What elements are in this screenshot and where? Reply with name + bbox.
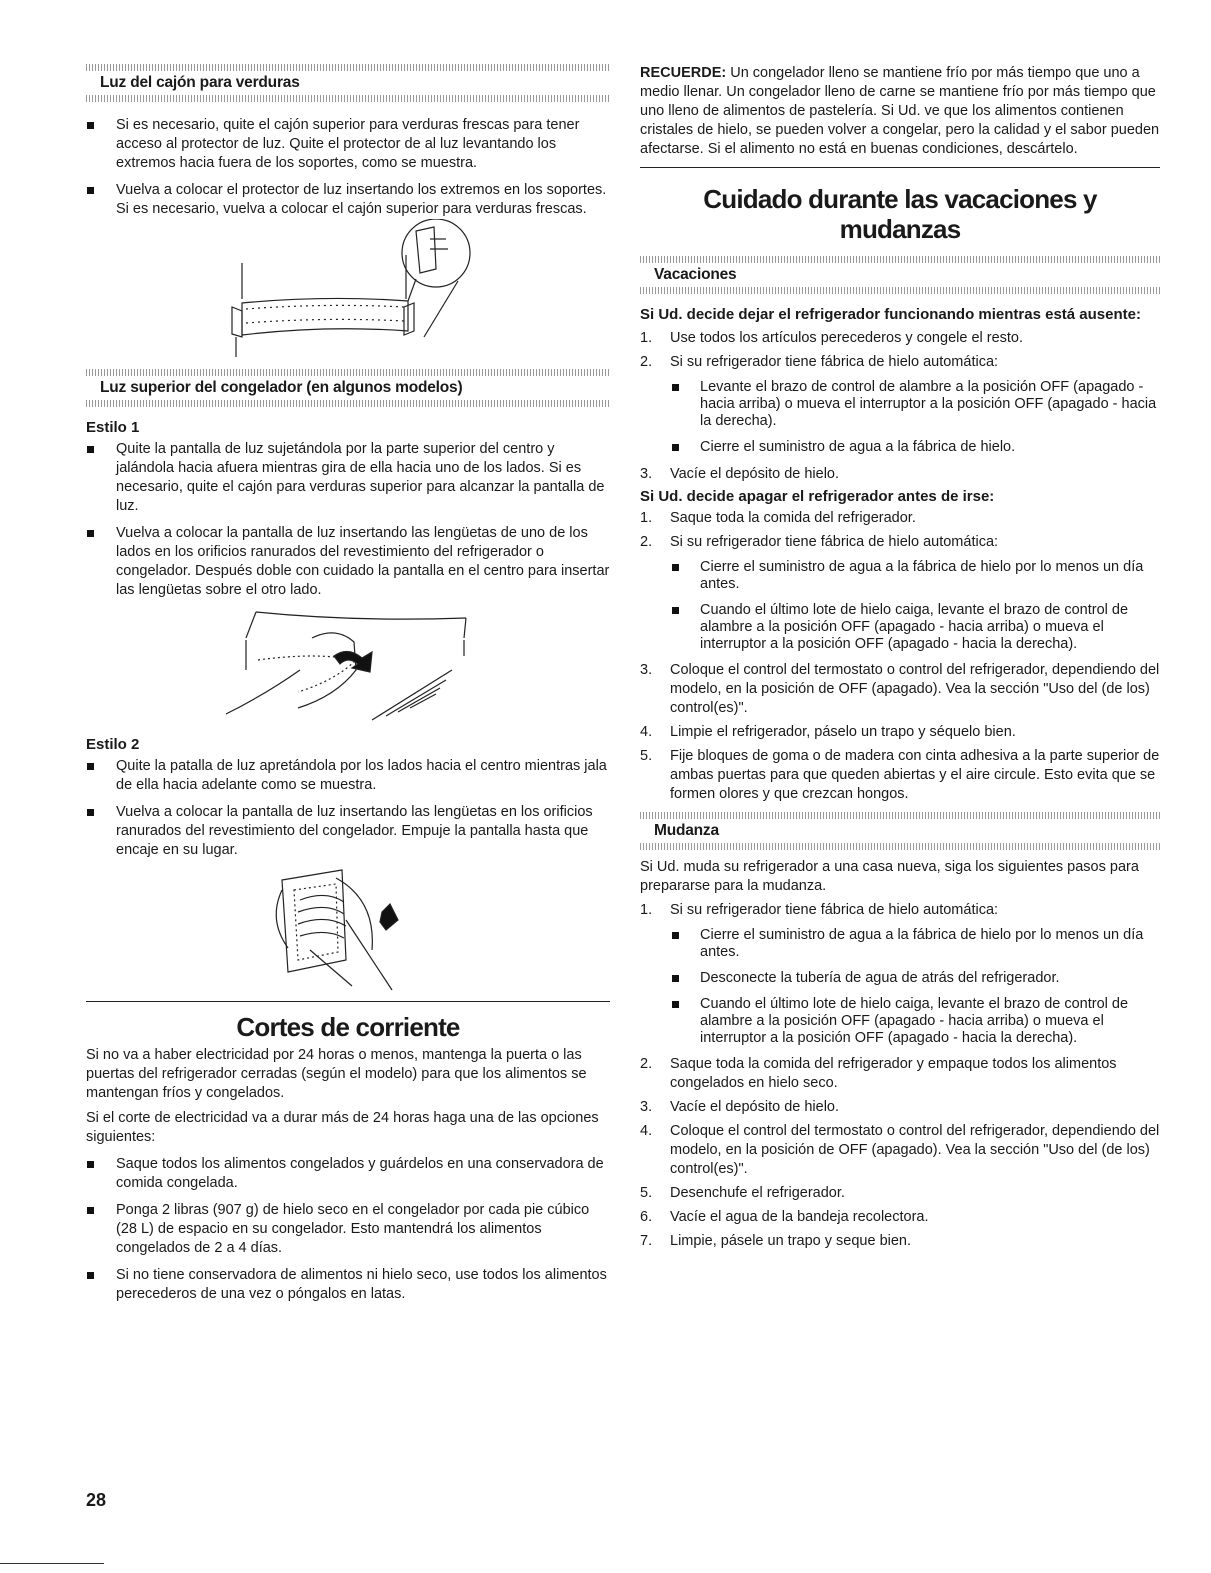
left-column xyxy=(86,64,610,1304)
numbered-item: 5. Fije bloques de goma o de madera con cinta adhesiva a la parte superior de ambas puertas para que queden abiertas y el aire circule. Esto evita que se formen olores y que crezcan hongos. xyxy=(640,748,1160,802)
dotted-rule xyxy=(86,369,610,376)
section-heading-vacation: Vacaciones xyxy=(654,266,737,283)
list-item: Vuelva a colocar el protector de luz insertando los extremos en los soportes. Si es necesario, vuelva a colocar el cajón superior para verduras frescas. xyxy=(86,181,610,219)
dotted-rule xyxy=(86,64,610,71)
item-number: 3. xyxy=(640,1099,653,1115)
style-2-label: Estilo 2 xyxy=(86,736,140,753)
numbered-item: 1. Saque toda la comida del refrigerador. xyxy=(640,510,916,526)
style-1-light-shield-illustration xyxy=(86,600,610,730)
numbered-item: 3. Coloque el control del termostato o control del refrigerador, dependiendo del modelo, en la posición de OFF (apagado). Vea la sección "Uso del (de los) control(es)". xyxy=(640,662,1160,716)
item-number: 4. xyxy=(640,724,653,740)
section-heading-freezer-light: Luz superior del congelador (en algunos modelos) xyxy=(100,379,463,396)
subheading-turn-off: Si Ud. decide apagar el refrigerador antes de irse: xyxy=(640,488,995,505)
numbered-item: 5. Desenchufe el refrigerador. xyxy=(640,1185,845,1201)
list-item: Cuando el último lote de hielo caiga, levante el brazo de control de alambre a la posición OFF (apagado - hacia arriba) o mueva el interruptor a la posición OFF (apagado - hacia la derecha). xyxy=(640,602,1160,653)
style-2-light-shield-illustration xyxy=(86,860,610,995)
right-column xyxy=(640,64,1160,1251)
crisper-light-shield-illustration xyxy=(86,219,610,359)
item-number: 2. xyxy=(640,1056,653,1072)
remember-text: Un congelador lleno se mantiene frío por más tiempo que uno a medio llenar. Un congelador lleno de carne se mantiene frío por más tiempo que uno lleno de alimentos de pastelería. Si Ud. ve que los alimentos contienen cristales de hielo, se pueden volver a congelar, pero la calidad y el sabor pueden afectarse. Si el alimento no está en buenas condiciones, descártelo. xyxy=(640,65,1160,157)
dotted-rule xyxy=(640,256,1160,263)
list-item: Saque todos los alimentos congelados y guárdelos en una conservadora de comida congelada. xyxy=(86,1155,610,1193)
section-heading-veg-light: Luz del cajón para verduras xyxy=(100,74,300,91)
dotted-rule xyxy=(640,287,1160,294)
list-item: Si no tiene conservadora de alimentos ni hielo seco, use todos los alimentos perecederos de una vez o póngalos en latas. xyxy=(86,1266,610,1304)
list-item: Ponga 2 libras (907 g) de hielo seco en el congelador por cada pie cúbico (28 L) de espacio en su congelador. Esto mantendrá los alimentos congelados de 2 a 4 días. xyxy=(86,1201,610,1258)
list-item: Si es necesario, quite el cajón superior para verduras frescas para tener acceso al protector de luz. Quite el protector de al luz levantando los extremos hacia fuera de los soportes, como se muestra. xyxy=(86,116,610,173)
list-item: Vuelva a colocar la pantalla de luz insertando las lengüetas en los orificios ranurados del revestimiento del congelador. Empuje la pantalla hasta que encaje en su lugar. xyxy=(86,803,610,860)
item-number: 5. xyxy=(640,748,653,764)
vacation-moving-title-line-2: mudanzas xyxy=(839,214,961,244)
item-number: 6. xyxy=(640,1209,653,1225)
section-heading-moving: Mudanza xyxy=(654,822,719,839)
numbered-item: 4. Coloque el control del termostato o control del refrigerador, dependiendo del modelo, en la posición de OFF (apagado). Vea la sección "Uso del (de los) control(es)". xyxy=(640,1123,1160,1177)
item-number: 1. xyxy=(640,510,653,526)
list-item: Cuando el último lote de hielo caiga, levante el brazo de control de alambre a la posición OFF (apagado - hacia arriba) o mueva el interruptor a la posición OFF (apagado - hacia la derecha). xyxy=(640,996,1160,1047)
numbered-item: 2. Si su refrigerador tiene fábrica de hielo automática: xyxy=(640,354,999,370)
footer-rule xyxy=(0,1563,104,1564)
power-outage-title: Cortes de corriente xyxy=(236,1012,460,1042)
numbered-item: 3. Vacíe el depósito de hielo. xyxy=(640,1099,840,1115)
item-number: 4. xyxy=(640,1123,653,1139)
item-number: 1. xyxy=(640,330,653,346)
remember-label: RECUERDE: xyxy=(640,65,727,81)
numbered-item: 2. Saque toda la comida del refrigerador y empaque todos los alimentos congelados en hielo seco. xyxy=(640,1056,1117,1091)
remember-paragraph xyxy=(640,64,1160,159)
list-item: Levante el brazo de control de alambre a la posición OFF (apagado - hacia arriba) o mueva el interruptor a la posición OFF (apagado - hacia la derecha). xyxy=(640,379,1160,430)
numbered-item: 6. Vacíe el agua de la bandeja recolectora. xyxy=(640,1209,929,1225)
list-item: Quite la patalla de luz apretándola por los lados hacia el centro mientras jala de ella hacia adelante como se muestra. xyxy=(86,757,610,795)
list-item: Cierre el suministro de agua a la fábrica de hielo por lo menos un día antes. xyxy=(640,559,1160,593)
item-number: 2. xyxy=(640,354,653,370)
list-item: Cierre el suministro de agua a la fábrica de hielo por lo menos un día antes. xyxy=(640,927,1160,961)
numbered-item: 2. Si su refrigerador tiene fábrica de hielo automática: xyxy=(640,534,999,550)
list-item: Quite la pantalla de luz sujetándola por la parte superior del centro y jalándola hacia afuera mientras gira de ella hacia uno de los lados. Si es necesario, quite el cajón para verduras superior para alcanzar la pantalla de luz. xyxy=(86,440,610,516)
dotted-rule xyxy=(640,812,1160,819)
list-item: Vuelva a colocar la pantalla de luz insertando las lengüetas de uno de los lados en los orificios ranurados del revestimiento del refrigerador o congelador. Después doble con cuidado la pantalla en el centro para insertar las lengüetas sobre el otro lado. xyxy=(86,524,610,600)
item-number: 7. xyxy=(640,1233,653,1249)
style-1-label: Estilo 1 xyxy=(86,419,140,436)
page-number: 28 xyxy=(86,1490,107,1510)
dotted-rule xyxy=(86,95,610,102)
paragraph: Si no va a haber electricidad por 24 horas o menos, mantenga la puerta o las puertas del refrigerador cerradas (según el modelo) para que los alimentos se mantengan fríos y congelados. xyxy=(86,1047,587,1101)
numbered-item: 7. Limpie, pásele un trapo y seque bien. xyxy=(640,1233,912,1249)
paragraph: Si el corte de electricidad va a durar más de 24 horas haga una de las opciones siguientes: xyxy=(86,1110,599,1145)
dotted-rule xyxy=(640,843,1160,850)
section-rule xyxy=(86,1001,610,1002)
subheading-running: Si Ud. decide dejar el refrigerador funcionando mientras está ausente: xyxy=(640,306,1141,323)
list-item: Desconecte la tubería de agua de atrás del refrigerador. xyxy=(640,970,1160,987)
item-number: 1. xyxy=(640,902,653,918)
numbered-item: 4. Limpie el refrigerador, páselo un trapo y séquelo bien. xyxy=(640,724,1016,740)
item-number: 5. xyxy=(640,1185,653,1201)
item-number: 3. xyxy=(640,662,653,678)
section-rule xyxy=(640,167,1160,168)
numbered-item: 3. Vacíe el depósito de hielo. xyxy=(640,466,840,482)
dotted-rule xyxy=(86,400,610,407)
numbered-item: 1. Si su refrigerador tiene fábrica de hielo automática: xyxy=(640,902,999,918)
item-number: 2. xyxy=(640,534,653,550)
vacation-moving-title-line-1: Cuidado durante las vacaciones y xyxy=(703,184,1097,214)
numbered-item: 1. Use todos los artículos perecederos y congele el resto. xyxy=(640,330,1024,346)
paragraph: Si Ud. muda su refrigerador a una casa nueva, siga los siguientes pasos para prepararse para la mudanza. xyxy=(640,859,1139,894)
item-number: 3. xyxy=(640,466,653,482)
list-item: Cierre el suministro de agua a la fábrica de hielo. xyxy=(640,439,1160,456)
